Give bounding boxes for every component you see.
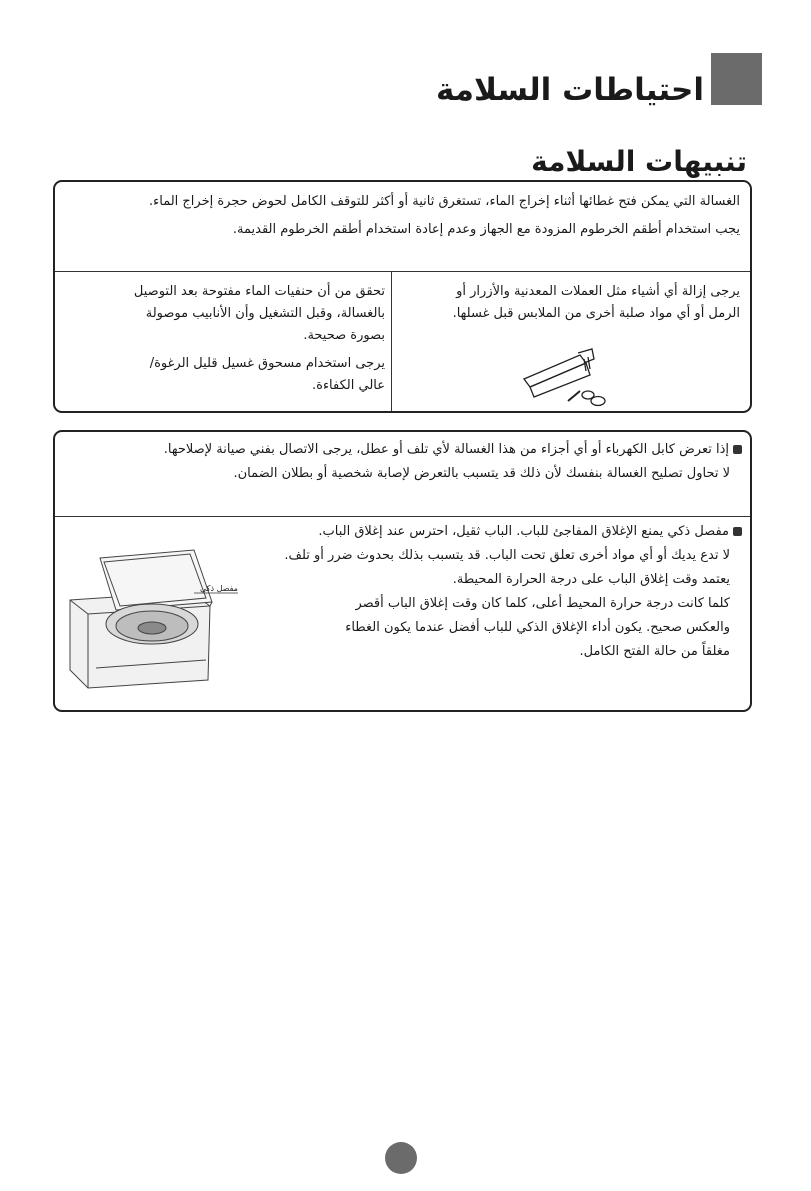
power-cable-text: إذا تعرض كابل الكهرباء أو أي أجزاء من هذا الغسالة لأي تلف أو عطل، يرجى الاتصال بفني صيانة لإصلاحها. [163,442,729,457]
detergent-text-line: يرجى استخدام مسحوق غسيل قليل الرغوة/ [149,356,385,371]
repair-warning-text: لا تحاول تصليح الغسالة بنفسك لأن ذلك قد يتسبب بالتعرض لإصابة شخصية أو بطلان الضمان. [233,466,730,481]
bullet-icon [733,527,742,536]
safety-box-1 [53,180,752,413]
hinge-text-line: لا تدع يديك أو أي مواد أخرى تعلق تحت الباب. قد يتسبب بذلك بحدوث ضرر أو تلف. [284,548,730,563]
spin-warning-text: الغسالة التي يمكن فتح غطائها أثناء إخراج الماء، تستغرق ثانية أو أكثر للتوقف الكامل لحوض حجرة إخراج الماء. [148,194,740,209]
detergent-text-line: عالي الكفاءة. [312,378,385,393]
washing-machine-icon [60,548,240,690]
cell-divider [391,271,392,411]
hinge-label: مفصل ذكي [200,584,238,593]
section-title: تنبيهات السلامة [531,145,747,178]
hinge-text-line: يعتمد وقت إغلاق الباب على درجة الحرارة المحيطة. [452,572,730,587]
water-tap-text-line: تحقق من أن حنفيات الماء مفتوحة بعد التوصيل [133,284,385,299]
pocket-text-line: يرجى إزالة أي أشياء مثل العملات المعدنية والأزرار أو [456,284,740,299]
power-cable-warning [164,438,742,462]
page-number-badge [385,1142,417,1174]
smart-hinge-text: مفصل ذكي يمنع الإغلاق المفاجئ للباب. الباب ثقيل، احترس عند إغلاق الباب. [318,524,729,539]
hinge-text-line: كلما كانت درجة حرارة المحيط أعلى، كلما كان وقت إغلاق الباب أقصر [355,596,730,611]
water-tap-text-line: بصورة صحيحة. [303,328,385,343]
hose-warning-text: يجب استخدام أطقم الخرطوم المزودة مع الجهاز وعدم إعادة استخدام أطقم الخرطوم القديمة. [232,222,740,237]
water-tap-text-line: بالغسالة، وقبل التشغيل وأن الأنابيب موصولة [145,306,385,321]
divider [55,271,750,272]
section-tab [711,53,762,105]
pocket-items-icon [520,345,610,407]
hinge-text-line: والعكس صحيح. يكون أداء الإغلاق الذكي للباب أفضل عندما يكون الغطاء [345,620,730,635]
smart-hinge-warning [318,520,742,544]
pocket-text-line: الرمل أو أي مواد صلبة أخرى من الملابس قبل غسلها. [452,306,740,321]
hinge-text-line: مغلقاً من حالة الفتح الكامل. [579,644,730,659]
divider [55,516,750,517]
page-title: احتياطات السلامة [435,72,704,108]
bullet-icon [733,445,742,454]
